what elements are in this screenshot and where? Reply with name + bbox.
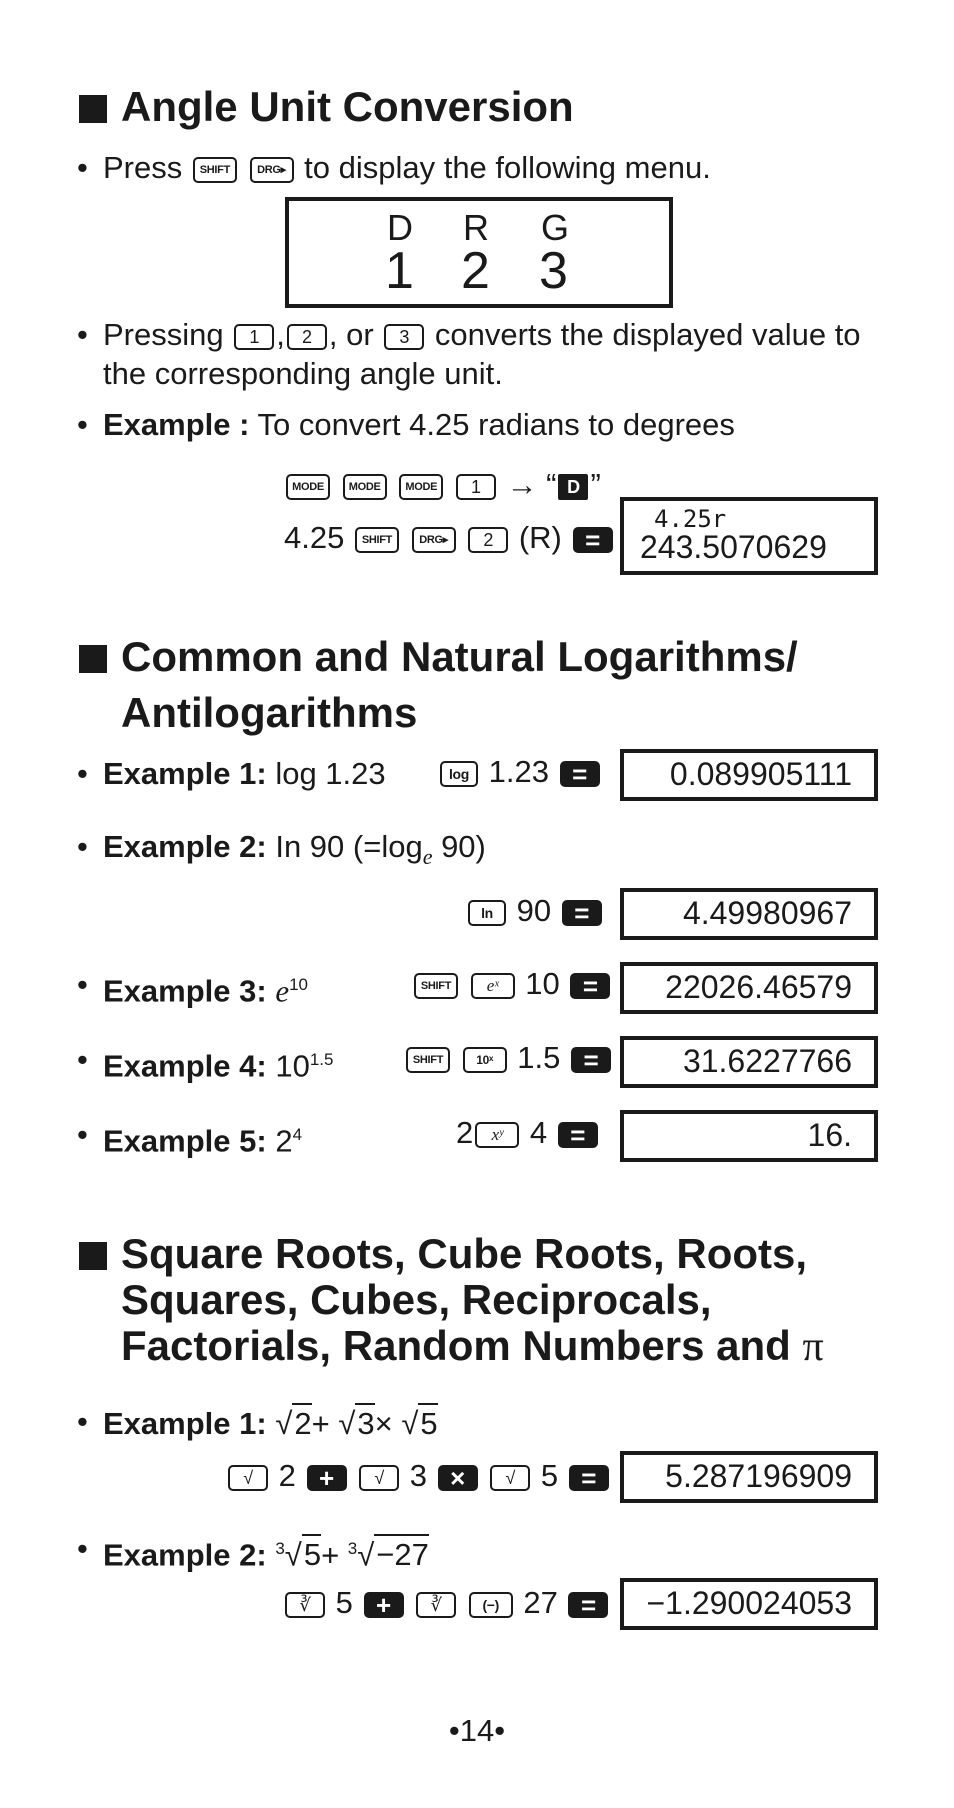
r-text: (R) — [518, 520, 562, 555]
drg-key: DRG▸ — [412, 527, 456, 553]
arg: 5 — [540, 1458, 559, 1493]
example-expr-end: 90) — [432, 829, 486, 864]
arg: 2 — [278, 1458, 296, 1493]
result-display-antilog — [620, 1036, 878, 1088]
sqrt-key: √ — [359, 1465, 399, 1491]
exponent: 1.5 — [309, 1050, 334, 1069]
drg-menu-display — [285, 197, 673, 308]
heading-square-icon — [79, 95, 107, 123]
display-result: 0.089905111 — [669, 756, 852, 792]
result-display-degrees — [620, 497, 878, 575]
equals-key: = — [560, 761, 600, 787]
display-result: 31.6227766 — [682, 1043, 852, 1079]
menu-number-2: 2 — [461, 242, 490, 300]
exponent: 10 — [289, 975, 309, 994]
equals-key: = — [573, 527, 613, 553]
multiply-key: × — [438, 1465, 478, 1491]
equals-key: = — [571, 1047, 611, 1073]
section-heading-line2: Antilogarithms — [121, 689, 418, 736]
log-example-2-keys — [466, 892, 604, 930]
result-display-sqrt — [620, 1451, 878, 1503]
bullet-example — [103, 406, 735, 444]
text: to display the following menu. — [304, 150, 711, 185]
sqrt-icon: √ — [284, 1537, 302, 1573]
d-indicator-icon: D — [558, 474, 588, 500]
log-example-5-keys — [456, 1114, 600, 1152]
section-heading-line3 — [121, 1323, 824, 1370]
equals-key: = — [569, 1465, 609, 1491]
arg: 4 — [529, 1115, 548, 1150]
arg: 5 — [335, 1585, 353, 1620]
display-result: 4.49980967 — [682, 895, 852, 931]
radicand: 2 — [292, 1403, 311, 1443]
bullet-press-instruction — [103, 149, 711, 187]
display-result: −1.290024053 — [646, 1585, 852, 1621]
key-1: 1 — [456, 474, 496, 500]
example-label: Example 4: — [103, 1048, 267, 1084]
example-text: To convert 4.25 radians to degrees — [257, 407, 735, 442]
radian-key-sequence — [284, 519, 615, 557]
operator: × — [374, 1406, 393, 1441]
shift-key: SHIFT — [406, 1047, 450, 1073]
key-2: 2 — [287, 324, 327, 350]
base: 2 — [275, 1123, 293, 1159]
log-example-5 — [103, 1116, 302, 1160]
negative-key: (−) — [469, 1592, 513, 1618]
menu-number-1: 1 — [385, 242, 414, 300]
example-label: Example 1: — [103, 756, 267, 791]
text: converts the displayed value to — [434, 317, 861, 352]
heading-square-icon — [79, 1242, 107, 1270]
arg: 27 — [523, 1585, 558, 1620]
pressing-continuation: the corresponding angle unit. — [103, 356, 503, 391]
cube-root-key: ∛ — [285, 1592, 325, 1618]
radicand: 5 — [418, 1403, 437, 1443]
entry-value: 4.25 — [284, 520, 345, 555]
plus-key: + — [307, 1465, 347, 1491]
heading-line3-text: Factorials, Random Numbers and — [121, 1322, 791, 1369]
mode-key: MODE — [286, 474, 330, 500]
roots-example-2 — [103, 1530, 429, 1574]
log-example-3-keys — [412, 965, 612, 1003]
log-example-4 — [103, 1041, 333, 1085]
shift-key: SHIFT — [355, 527, 399, 553]
sqrt-key: √ — [228, 1465, 268, 1491]
result-display-power — [620, 1110, 878, 1162]
result-display-exp — [620, 962, 878, 1014]
bullet-pressing: • Pressing 1 , 2 , or 3 converts the displayed value to — [103, 316, 861, 354]
arg: 90 — [516, 893, 552, 928]
sqrt-icon: √ — [357, 1537, 375, 1573]
quote-close: ” — [590, 467, 601, 502]
section-heading-angle-unit-conversion — [79, 84, 574, 130]
arg: 1.23 — [488, 754, 549, 789]
example-label: Example 1: — [103, 1406, 267, 1441]
log-example-3 — [103, 966, 308, 1010]
pi-symbol: π — [802, 1324, 824, 1370]
x-power-y-key: xʸ — [475, 1122, 519, 1148]
arg: 2 — [456, 1115, 474, 1150]
example-label: Example 2: — [103, 1537, 267, 1573]
log-key: log — [440, 761, 478, 787]
log-base: e — [422, 844, 433, 870]
log-example-2 — [103, 828, 486, 876]
root-index: 3 — [347, 1539, 358, 1558]
operator: + — [311, 1406, 330, 1441]
menu-number-3: 3 — [539, 242, 568, 300]
sqrt-key: √ — [490, 1465, 530, 1491]
heading-text: Angle Unit Conversion — [121, 83, 574, 130]
operator: + — [321, 1537, 340, 1573]
mode-key-sequence — [284, 466, 601, 504]
log-example-1-keys — [438, 753, 602, 791]
result-display-cube-root — [620, 1578, 878, 1630]
key-2: 2 — [468, 527, 508, 553]
text: Press — [103, 150, 183, 185]
radicand: 3 — [355, 1403, 374, 1443]
key-3: 3 — [384, 324, 424, 350]
example-expr: log 1.23 — [275, 756, 386, 791]
equals-key: = — [570, 973, 610, 999]
equals-key: = — [568, 1592, 608, 1618]
result-display-ln — [620, 888, 878, 940]
example-label: Example 5: — [103, 1123, 267, 1159]
plus-key: + — [364, 1592, 404, 1618]
log-example-1 — [103, 755, 386, 793]
section-heading-line2: Squares, Cubes, Reciprocals, — [121, 1276, 712, 1323]
example-label: Example 2: — [103, 829, 267, 864]
sqrt-icon: √ — [275, 1406, 293, 1441]
roots-example-1 — [103, 1403, 438, 1443]
heading-square-icon — [79, 645, 107, 673]
base: e — [275, 973, 290, 1009]
root-index: 3 — [275, 1539, 285, 1558]
example-label: Example 3: — [103, 973, 267, 1009]
e-power-key: eˣ — [471, 973, 515, 999]
equals-key: = — [558, 1122, 598, 1148]
example-expr: In 90 (=log — [275, 829, 423, 864]
heading-line1: Common and Natural Logarithms/ — [121, 633, 798, 680]
display-result: 5.287196909 — [665, 1458, 852, 1494]
roots-example-1-keys — [226, 1457, 611, 1495]
radicand: −27 — [374, 1534, 429, 1574]
shift-key: SHIFT — [414, 973, 458, 999]
text: , or — [328, 317, 374, 352]
section-heading-roots — [79, 1231, 807, 1277]
arg: 10 — [525, 966, 560, 1001]
radicand: 5 — [302, 1534, 321, 1574]
menu-numbers — [385, 241, 568, 301]
page-number: •14• — [448, 1713, 506, 1748]
example-label: Example : — [103, 407, 250, 442]
key-1: 1 — [234, 324, 274, 350]
heading-line1: Square Roots, Cube Roots, Roots, — [121, 1230, 808, 1277]
drg-key: DRG▸ — [250, 157, 294, 183]
sqrt-icon: √ — [338, 1406, 356, 1441]
log-example-4-keys — [404, 1039, 613, 1077]
section-heading-logarithms — [79, 634, 798, 680]
cube-root-key: ∛ — [416, 1592, 456, 1618]
equals-key: = — [562, 900, 602, 926]
text: Pressing — [103, 317, 224, 352]
ten-power-key: 10ˣ — [463, 1047, 507, 1073]
display-result: 16. — [807, 1117, 852, 1153]
mode-key: MODE — [399, 474, 443, 500]
menu-label-d: D — [387, 207, 413, 248]
display-input: 4.25r — [654, 505, 727, 533]
menu-label-g: G — [541, 207, 570, 248]
result-display-log — [620, 749, 878, 801]
arg: 1.5 — [517, 1040, 561, 1075]
display-result: 243.5070629 — [640, 529, 827, 565]
mode-key: MODE — [343, 474, 387, 500]
roots-example-2-keys — [283, 1584, 610, 1622]
shift-key: SHIFT — [193, 157, 237, 183]
ln-key: ln — [468, 900, 506, 926]
sqrt-icon: √ — [401, 1406, 419, 1441]
display-result: 22026.46579 — [665, 969, 852, 1005]
menu-label-r: R — [463, 207, 489, 248]
exponent: 4 — [292, 1125, 303, 1144]
base: 10 — [275, 1048, 310, 1084]
arrow-text: → “ — [506, 467, 557, 502]
arg: 3 — [409, 1458, 427, 1493]
